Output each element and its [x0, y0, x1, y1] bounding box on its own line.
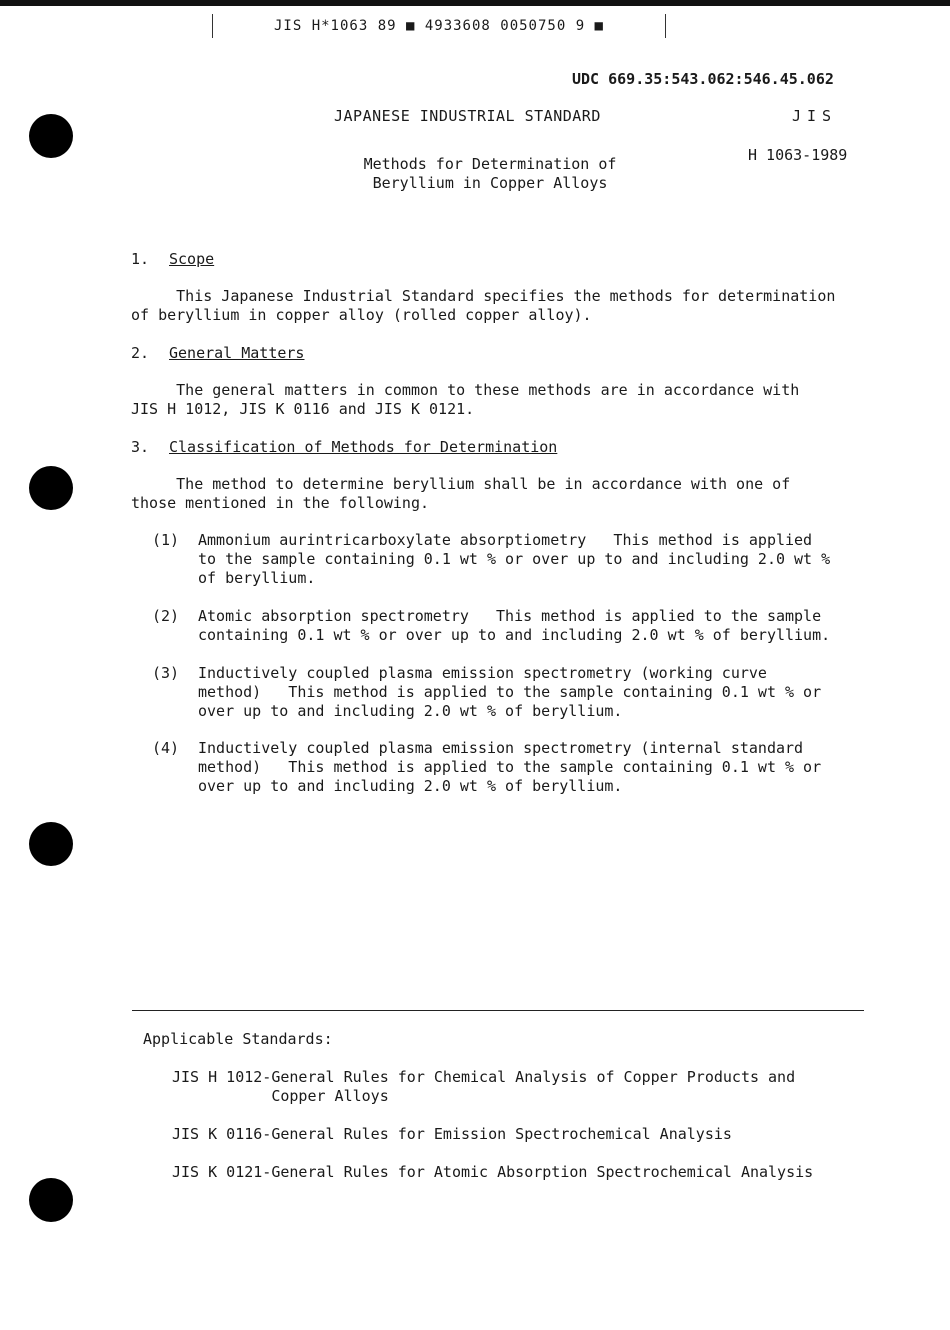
method-text: Ammonium aurintricarboxylate absorptiometry This method is applied to the sample containing 0.1 wt % or over up to and including 2.0 wt % of beryllium.	[198, 531, 831, 587]
footnote-divider	[132, 1010, 864, 1011]
method-text: Inductively coupled plasma emission spectrometry (working curve method) This method is applied to the sample containing 0.1 wt % or over up to and including 2.0 wt % of beryllium.	[198, 664, 822, 720]
jis-mark: JIS	[792, 107, 838, 125]
section-number: 1.	[131, 250, 150, 268]
section-heading: General Matters	[169, 344, 305, 362]
method-number: (3)	[152, 664, 180, 682]
section-number: 2.	[131, 344, 150, 362]
method-text: Inductively coupled plasma emission spectrometry (internal standard method) This method is applied to the sample containing 0.1 wt % or over up to and including 2.0 wt % of beryllium.	[198, 739, 822, 795]
standard-org-title: JAPANESE INDUSTRIAL STANDARD	[334, 107, 601, 125]
applicable-standard-item: JIS K 0116-General Rules for Emission Spectrochemical Analysis	[172, 1125, 732, 1143]
applicable-standards-heading: Applicable Standards:	[143, 1030, 333, 1048]
punch-hole	[29, 466, 73, 510]
punch-hole	[29, 1178, 73, 1222]
method-number: (2)	[152, 607, 180, 625]
udc-number: UDC 669.35:543.062:546.45.062	[572, 70, 834, 88]
standard-number: H 1063-1989	[748, 146, 848, 164]
section-number: 3.	[131, 438, 150, 456]
section-body: The method to determine beryllium shall be in accordance with one of those mentioned in the following.	[131, 475, 791, 512]
top-scan-border	[0, 0, 950, 6]
punch-hole	[29, 114, 73, 158]
punch-hole	[29, 822, 73, 866]
applicable-standard-item: JIS K 0121-General Rules for Atomic Absorption Spectrochemical Analysis	[172, 1163, 814, 1181]
document-title	[330, 155, 650, 193]
applicable-standard-item: JIS H 1012-General Rules for Chemical Analysis of Copper Products and Copper Alloys	[172, 1068, 796, 1105]
method-text: Atomic absorption spectrometry This method is applied to the sample containing 0.1 wt % or over up to and including 2.0 wt % of beryllium.	[198, 607, 831, 644]
section-heading: Scope	[169, 250, 215, 268]
method-number: (1)	[152, 531, 180, 549]
section-body: The general matters in common to these methods are in accordance with JIS H 1012, JIS K 0116 and JIS K 0121.	[131, 381, 800, 418]
document-code-header: JIS H*1063 89 ■ 4933608 0050750 9 ■	[212, 14, 666, 38]
section-body: This Japanese Industrial Standard specifies the methods for determination of beryllium in copper alloy (rolled copper alloy).	[131, 287, 836, 324]
method-number: (4)	[152, 739, 180, 757]
title-line: Methods for Determination of	[363, 155, 617, 173]
title-line: Beryllium in Copper Alloys	[372, 174, 608, 192]
section-heading: Classification of Methods for Determination	[169, 438, 558, 456]
